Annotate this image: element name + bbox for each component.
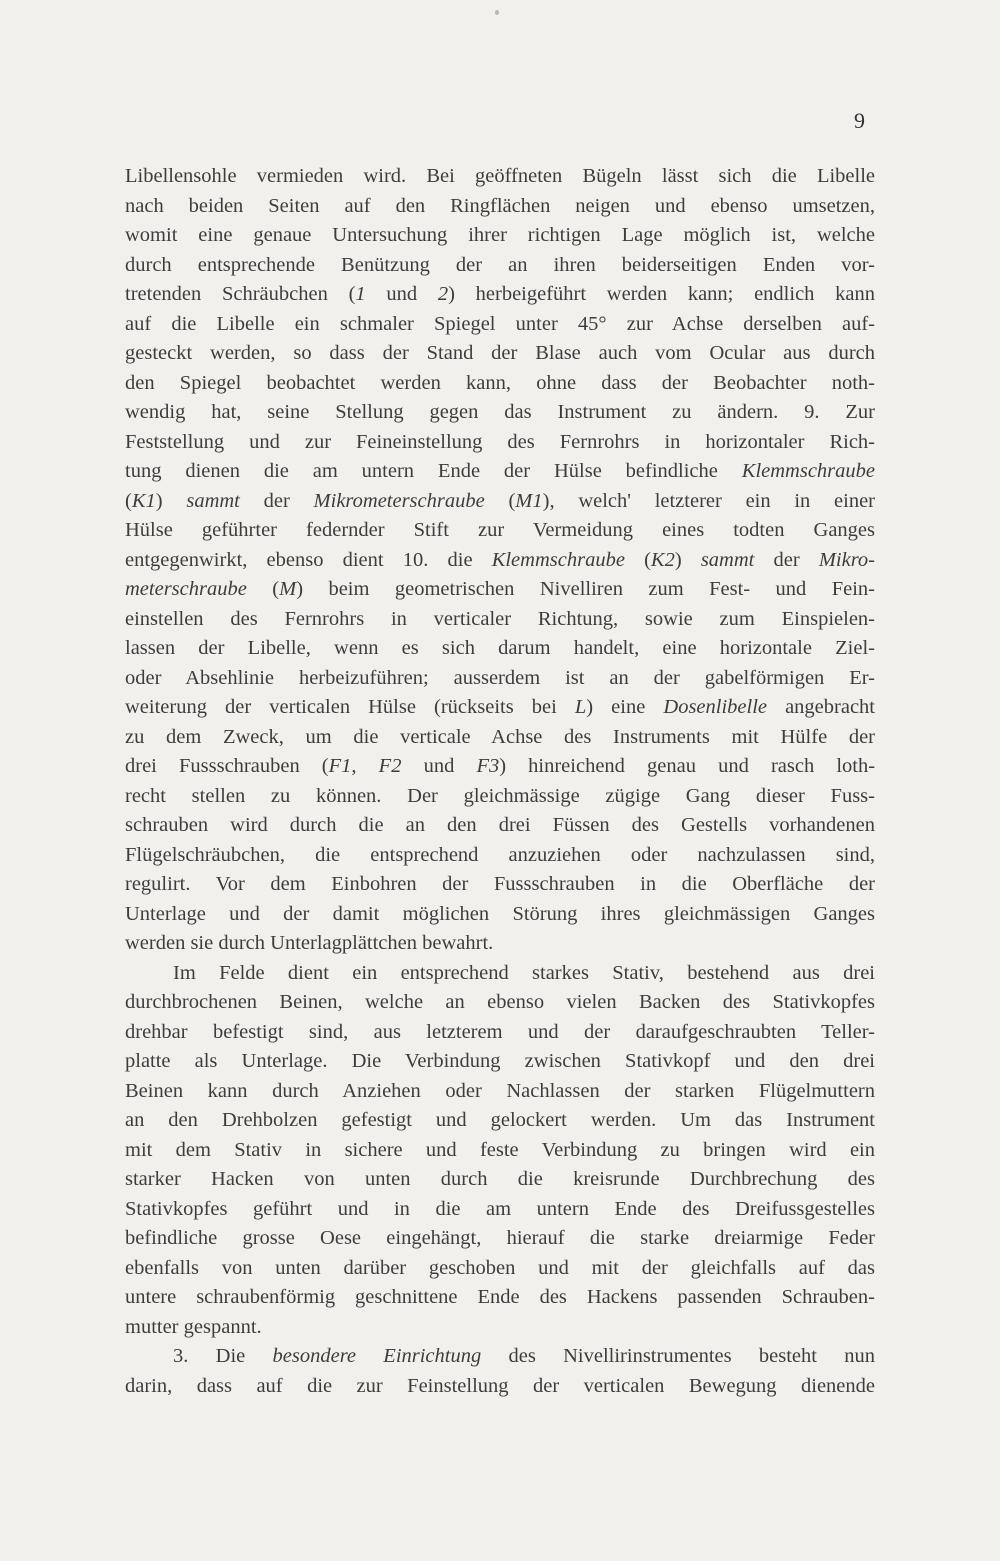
- text-line: [125, 280, 875, 310]
- text-segment: gesteckt werden, so dass der Stand der Blase auch vom Ocular aus durch: [125, 342, 875, 364]
- italic-text: Klemmschraube: [491, 548, 625, 571]
- italic-text: K2: [650, 548, 675, 571]
- text-line: [125, 546, 875, 576]
- text-segment: Unterlage und der damit möglichen Störung ihres gleichmässigen Ganges: [125, 902, 875, 925]
- text-line: [125, 811, 875, 841]
- text-segment: ): [674, 548, 701, 571]
- italic-text: Dosenlibelle: [663, 696, 768, 718]
- text-segment: Hülse geführter federnder Stift zur Vermeidung eines todten Ganges: [125, 519, 875, 541]
- text-line: [125, 1372, 875, 1402]
- text-segment: ) beim geometrischen Nivelliren zum Fest- und Fein-: [296, 578, 876, 600]
- text-segment: auf die Libelle ein schmaler Spiegel unter 45° zur Achse derselben auf-: [125, 312, 875, 335]
- text-line: [125, 516, 875, 546]
- text-segment: recht stellen zu können. Der gleichmässige zügige Gang dieser Fuss-: [125, 784, 875, 807]
- text-line: [125, 369, 875, 399]
- text-segment: darin, dass auf die zur Feinstellung der verticalen Bewegung dienende: [125, 1374, 875, 1397]
- text-segment: des Nivellirinstrumentes besteht nun: [481, 1345, 875, 1367]
- paper-speck: [495, 10, 499, 15]
- text-segment: der: [239, 489, 314, 512]
- text-segment: drehbar befestigt sind, aus letzterem und der daraufgeschraubten Teller-: [125, 1020, 875, 1043]
- text-segment: platte als Unterlage. Die Verbindung zwischen Stativkopf und den drei: [125, 1050, 875, 1072]
- text-segment: durch entsprechende Benützung der an ihren beiderseitigen Enden vor-: [125, 253, 875, 276]
- text-segment: (: [246, 578, 280, 600]
- text-line: [125, 693, 875, 723]
- text-line: [125, 782, 875, 812]
- text-line: [125, 428, 875, 458]
- text-segment: (: [125, 489, 132, 512]
- text-line: [125, 664, 875, 694]
- text-segment: entgegenwirkt, ebenso dient 10. die: [125, 548, 492, 571]
- text-segment: Beinen kann durch Anziehen oder Nachlassen der starken Flügelmuttern: [125, 1079, 875, 1102]
- text-segment: an den Drehbolzen gefestigt und gelockert werden. Um das Instrument: [125, 1109, 875, 1131]
- italic-text: F2: [378, 755, 402, 777]
- text-segment: 3. Die: [173, 1345, 273, 1367]
- italic-text: F1: [328, 755, 352, 777]
- text-line: [125, 1165, 875, 1195]
- text-segment: (: [484, 489, 516, 512]
- text-segment: oder Absehlinie herbeizuführen; ausserdem ist an der gabelförmigen Er-: [125, 666, 875, 689]
- italic-text: M: [279, 578, 297, 600]
- text-segment: wendig hat, seine Stellung gegen das Instrument zu ändern. 9. Zur: [125, 401, 875, 423]
- text-segment: Flügelschräubchen, die entsprechend anzuziehen oder nachzulassen sind,: [125, 843, 875, 866]
- text-line: [125, 1342, 875, 1372]
- text-line: [125, 457, 875, 487]
- italic-text: sammt: [700, 548, 755, 571]
- text-line: [125, 1283, 875, 1313]
- text-segment: mutter gespannt.: [125, 1315, 262, 1338]
- text-line: [125, 841, 875, 871]
- italic-text: Klemmschraube: [741, 460, 875, 482]
- text-line: [125, 1254, 875, 1284]
- text-line: [125, 398, 875, 428]
- text-segment: nach beiden Seiten auf den Ringflächen neigen und ebenso umsetzen,: [125, 194, 875, 217]
- text-line: [125, 1047, 875, 1077]
- text-line: [125, 1018, 875, 1048]
- text-segment: durchbrochenen Beinen, welche an ebenso vielen Backen des Stativkopfes: [125, 991, 875, 1013]
- italic-text: K1: [131, 489, 156, 512]
- text-line: [125, 221, 875, 251]
- text-segment: Im Felde dient ein entsprechend starkes Stativ, bestehend aus drei: [173, 961, 875, 984]
- text-line: [125, 1195, 875, 1225]
- text-line: [125, 251, 875, 281]
- text-line: [125, 959, 875, 989]
- italic-text: 1: [355, 283, 366, 305]
- text-line: [125, 575, 875, 605]
- text-segment: werden sie durch Unterlagplättchen bewahrt.: [125, 932, 494, 954]
- italic-text: sammt: [186, 489, 240, 512]
- text-segment: (: [624, 548, 651, 571]
- text-segment: tretenden Schräubchen (: [125, 283, 356, 305]
- italic-text: Mikro-: [818, 548, 876, 571]
- text-line: [125, 634, 875, 664]
- text-segment: ) eine: [586, 696, 664, 718]
- text-segment: befindliche grosse Oese eingehängt, hierauf die starke dreiarmige Feder: [125, 1227, 875, 1249]
- text-segment: ), welch' letzterer ein in einer: [542, 489, 876, 512]
- text-segment: weiterung der verticalen Hülse (rückseits bei: [125, 696, 575, 718]
- text-line: [125, 1224, 875, 1254]
- text-segment: ebenfalls von unten darüber geschoben und mit der gleichfalls auf das: [125, 1256, 875, 1279]
- text-segment: angebracht: [767, 696, 875, 718]
- text-segment: den Spiegel beobachtet werden kann, ohne dass der Beobachter noth-: [125, 371, 875, 394]
- italic-text: 2: [437, 283, 449, 305]
- text-segment: starker Hacken von unten durch die kreisrunde Durchbrechung des: [125, 1168, 875, 1190]
- text-line: [125, 339, 875, 369]
- text-line: [125, 723, 875, 753]
- text-line: [125, 1106, 875, 1136]
- italic-text: besondere Einrichtung: [272, 1345, 482, 1367]
- text-line: [125, 1313, 875, 1343]
- text-segment: der: [754, 548, 819, 571]
- text-segment: ) herbeigeführt werden kann; endlich kann: [448, 283, 875, 305]
- text-segment: und: [365, 283, 438, 305]
- text-line: [125, 605, 875, 635]
- text-segment: ) hinreichend genau und rasch loth-: [499, 755, 876, 777]
- text-segment: womit eine genaue Untersuchung ihrer richtigen Lage möglich ist, welche: [125, 224, 875, 246]
- text-line: [125, 1077, 875, 1107]
- text-line: [125, 1136, 875, 1166]
- text-segment: untere schraubenförmig geschnittene Ende des Hackens passenden Schrauben-: [125, 1286, 875, 1308]
- text-line: [125, 900, 875, 930]
- text-segment: einstellen des Fernrohrs in verticaler Richtung, sowie zum Einspielen-: [125, 607, 875, 630]
- text-segment: schrauben wird durch die an den drei Füssen des Gestells vorhandenen: [125, 814, 875, 836]
- text-segment: ): [155, 489, 187, 512]
- text-segment: tung dienen die am untern Ende der Hülse befindliche: [125, 460, 742, 482]
- text-line: [125, 870, 875, 900]
- text-segment: mit dem Stativ in sichere und feste Verbindung zu bringen wird ein: [125, 1138, 875, 1161]
- text-line: [125, 487, 875, 517]
- italic-text: L: [574, 696, 587, 718]
- body-text: [125, 162, 875, 1401]
- text-line: [125, 752, 875, 782]
- italic-text: Mikrometerschraube: [313, 489, 485, 512]
- text-segment: drei Fussschrauben (: [125, 755, 329, 777]
- italic-text: F3: [476, 755, 500, 777]
- text-segment: und: [401, 755, 477, 777]
- text-segment: Stativkopfes geführt und in die am untern Ende des Dreifussgestelles: [125, 1197, 875, 1220]
- page-number: 9: [854, 108, 865, 133]
- text-line: [125, 192, 875, 222]
- text-segment: Libellensohle vermieden wird. Bei geöffneten Bügeln lässt sich die Libelle: [125, 165, 875, 187]
- text-segment: regulirt. Vor dem Einbohren der Fussschrauben in die Oberfläche der: [125, 873, 875, 895]
- text-line: [125, 310, 875, 340]
- text-segment: zu dem Zweck, um die verticale Achse des Instruments mit Hülfe der: [125, 725, 875, 748]
- text-segment: ,: [351, 755, 379, 777]
- text-segment: lassen der Libelle, wenn es sich darum handelt, eine horizontale Ziel-: [125, 637, 875, 659]
- text-line: [125, 162, 875, 192]
- text-segment: Feststellung und zur Feineinstellung des Fernrohrs in horizontaler Rich-: [125, 430, 875, 453]
- text-line: [125, 988, 875, 1018]
- italic-text: meterschraube: [125, 578, 247, 600]
- text-line: [125, 929, 875, 959]
- italic-text: M1: [515, 489, 543, 512]
